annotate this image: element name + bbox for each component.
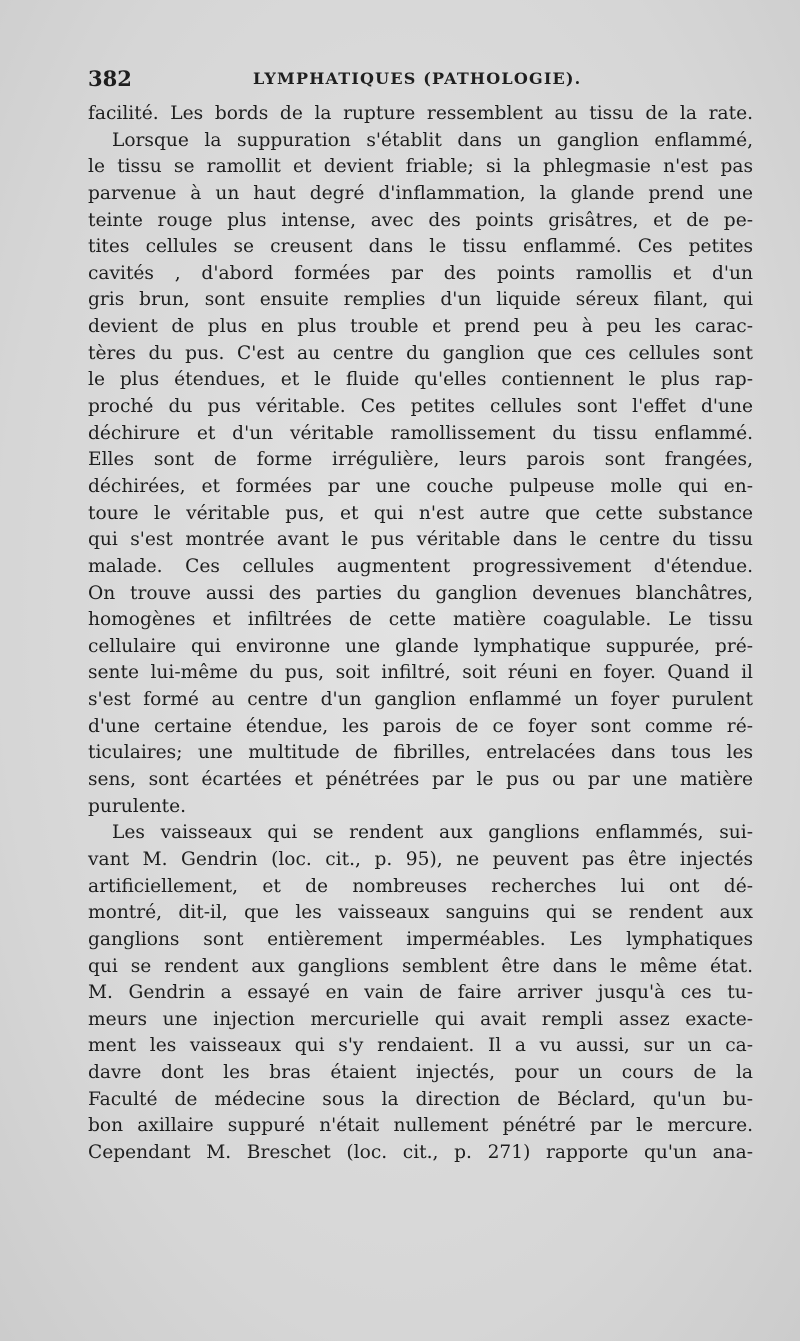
- text-line: Cependant M. Breschet (loc. cit., p. 271) rapporte qu'un ana-: [88, 1141, 753, 1163]
- text-line: cavités , d'abord formées par des points ramollis et d'un: [88, 262, 753, 284]
- text-line: meurs une injection mercurielle qui avait rempli assez exacte-: [88, 1008, 753, 1030]
- text-line: tères du pus. C'est au centre du ganglion que ces cellules sont: [88, 342, 753, 364]
- text-line: artificiellement, et de nombreuses recherches lui ont dé-: [88, 875, 753, 897]
- text-line: davre dont les bras étaient injectés, pour un cours de la: [88, 1062, 753, 1084]
- text-line: ticulaires; une multitude de fibrilles, entrelacées dans tous les: [88, 742, 753, 764]
- text-line: s'est formé au centre d'un ganglion enflammé un foyer purulent: [88, 689, 753, 711]
- text-line: gris brun, sont ensuite remplies d'un liquide séreux filant, qui: [88, 289, 753, 311]
- text-line: déchirure et d'un véritable ramollissement du tissu enflammé.: [88, 422, 753, 444]
- text-line: qui se rendent aux ganglions semblent être dans le même état.: [88, 955, 753, 977]
- text-line: le plus étendues, et le fluide qu'elles contiennent le plus rap-: [88, 369, 753, 391]
- text-line: Les vaisseaux qui se rendent aux ganglions enflammés, sui-: [112, 822, 753, 844]
- text-line: parvenue à un haut degré d'inflammation, la glande prend une: [88, 182, 753, 204]
- text-line: montré, dit-il, que les vaisseaux sanguins qui se rendent aux: [88, 902, 753, 924]
- text-line: d'une certaine étendue, les parois de ce foyer sont comme ré-: [88, 715, 753, 737]
- text-line: toure le véritable pus, et qui n'est autre que cette substance: [88, 502, 753, 524]
- page-number: 382: [88, 66, 132, 91]
- text-line: vant M. Gendrin (loc. cit., p. 95), ne peuvent pas être injectés: [88, 848, 753, 870]
- text-line: bon axillaire suppuré n'était nullement pénétré par le mercure.: [88, 1115, 753, 1137]
- text-line: teinte rouge plus intense, avec des points grisâtres, et de pe-: [88, 209, 753, 231]
- text-line: M. Gendrin a essayé en vain de faire arriver jusqu'à ces tu-: [88, 982, 753, 1004]
- text-line: malade. Ces cellules augmentent progressivement d'étendue.: [88, 555, 753, 577]
- text-line: ment les vaisseaux qui s'y rendaient. Il a vu aussi, sur un ca-: [88, 1035, 753, 1057]
- text-line: cellulaire qui environne une glande lymphatique suppurée, pré-: [88, 635, 753, 657]
- text-line: ganglions sont entièrement imperméables. Les lymphatiques: [88, 928, 753, 950]
- text-line: tites cellules se creusent dans le tissu enflammé. Ces petites: [88, 236, 753, 258]
- text-line: Faculté de médecine sous la direction de Béclard, qu'un bu-: [88, 1088, 753, 1110]
- text-line: homogènes et infiltrées de cette matière coagulable. Le tissu: [88, 609, 753, 631]
- running-title: LYMPHATIQUES (PATHOLOGIE).: [253, 69, 582, 88]
- text-line: sens, sont écartées et pénétrées par le pus ou par une matière: [88, 769, 753, 791]
- running-head: [88, 66, 753, 96]
- text-line: sente lui-même du pus, soit infiltré, soit réuni en foyer. Quand il: [88, 662, 753, 684]
- text-line: Elles sont de forme irrégulière, leurs parois sont frangées,: [88, 449, 753, 471]
- text-line: devient de plus en plus trouble et prend peu à peu les carac-: [88, 316, 753, 338]
- text-line: qui s'est montrée avant le pus véritable dans le centre du tissu: [88, 529, 753, 551]
- text-line: proché du pus véritable. Ces petites cellules sont l'effet d'une: [88, 396, 753, 418]
- text-line: Lorsque la suppuration s'établit dans un ganglion enflammé,: [112, 129, 753, 151]
- text-line: On trouve aussi des parties du ganglion devenues blanchâtres,: [88, 582, 753, 604]
- text-line: facilité. Les bords de la rupture ressemblent au tissu de la rate.: [88, 103, 753, 124]
- text-line: déchirées, et formées par une couche pulpeuse molle qui en-: [88, 475, 753, 497]
- body-text: [88, 101, 753, 1167]
- text-line: le tissu se ramollit et devient friable; si la phlegmasie n'est pas: [88, 156, 753, 178]
- text-line: purulente.: [88, 795, 187, 817]
